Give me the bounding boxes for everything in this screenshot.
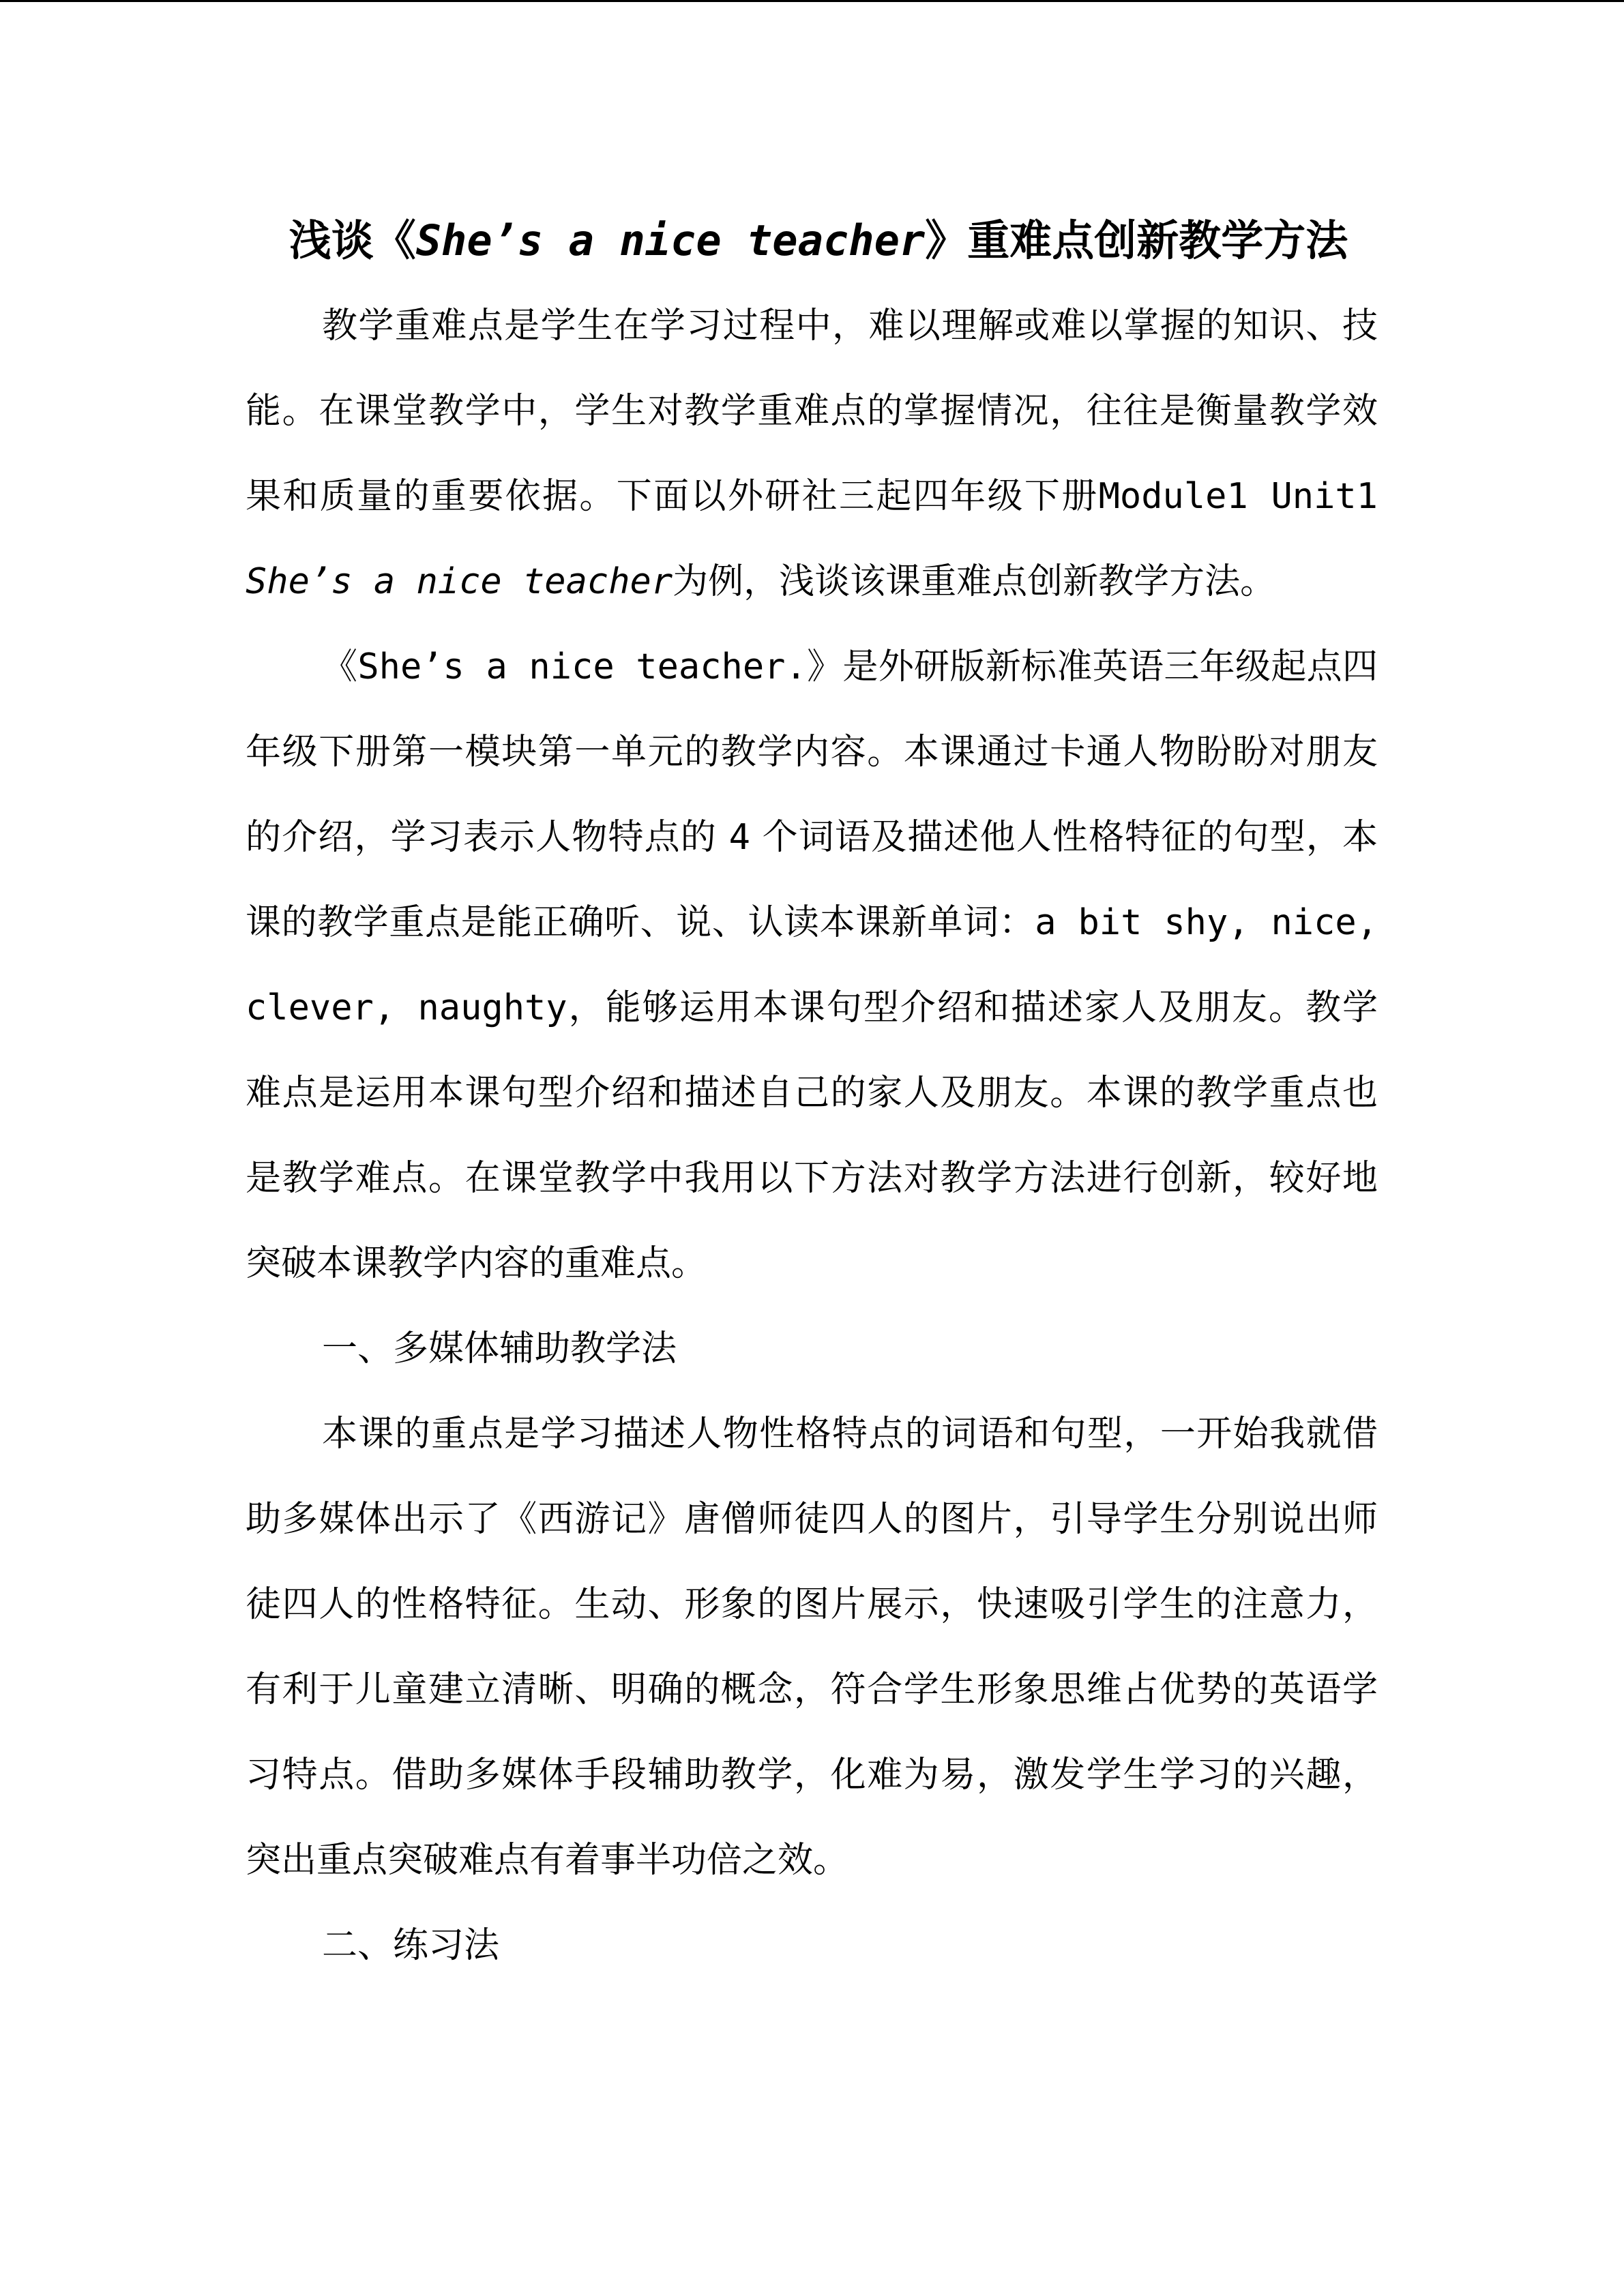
title-suffix: 》重难点创新教学方法 bbox=[925, 215, 1348, 265]
section-heading-practice: 二、练习法 bbox=[322, 1925, 500, 1966]
paragraph-intro-text: 教学重难点是学生在学习过程中，难以理解或难以掌握的知识、技能。在课堂教学中，学生对教学重难点的掌握情况，往往是衡量教学效果和质量的重要依据。下面以外研社三起四年级下册 bbox=[246, 305, 1378, 517]
paragraph-lesson-book-title: 《She’s a nice teacher.》 bbox=[322, 646, 843, 687]
paragraph-intro bbox=[246, 284, 1378, 625]
paragraph-lesson-text-1: 是外研版新标准英语三年级起点四年级下册第一模块第一单元的教学内容。本课通过卡通人物盼盼对朋友的介绍，学习表示人物特点的 bbox=[246, 646, 1378, 858]
document-body bbox=[246, 284, 1378, 1988]
paragraph-intro-tail: 为例，浅谈该课重难点创新教学方法。 bbox=[673, 561, 1276, 602]
document-title bbox=[246, 207, 1391, 275]
paragraph-lesson-text-2: 个词语及描述他人性格特征的句型，本课的教学重点是能正确听、说、认读本课新单词： bbox=[246, 817, 1378, 943]
paragraph-intro-module: Module1 Unit1 bbox=[1098, 476, 1378, 517]
paragraph-intro-italic-title: She’s a nice teacher bbox=[246, 561, 673, 602]
paragraph-lesson-text-3: ，能够运用本课句型介绍和描述家人及朋友。教学难点是运用本课句型介绍和描述自己的家人及朋友。本课的教学重点也是教学难点。在课堂教学中我用以下方法对教学方法进行创新，较好地突破本课教学内容的重难点。 bbox=[246, 987, 1378, 1284]
paragraph-lesson-number: 4 bbox=[728, 817, 750, 858]
title-italic: She’s a nice teacher bbox=[415, 215, 926, 265]
title-prefix: 浅谈《 bbox=[289, 215, 416, 265]
section-heading-multimedia: 一、多媒体辅助教学法 bbox=[322, 1328, 677, 1369]
paragraph-multimedia: 本课的重点是学习描述人物性格特点的词语和句型，一开始我就借助多媒体出示了《西游记》唐僧师徒四人的图片，引导学生分别说出师徒四人的性格特征。生动、形象的图片展示，快速吸引学生的注意力，有利于儿童建立清晰、明确的概念，符合学生形象思维占优势的英语学习特点。借助多媒体手段辅助教学，化难为易，激发学生学习的兴趣，突出重点突破难点有着事半功倍之效。 bbox=[246, 1414, 1378, 1881]
paragraph-lesson-words: a bit shy, nice, clever, naughty bbox=[246, 902, 1378, 1028]
paragraph-lesson bbox=[246, 625, 1378, 1307]
